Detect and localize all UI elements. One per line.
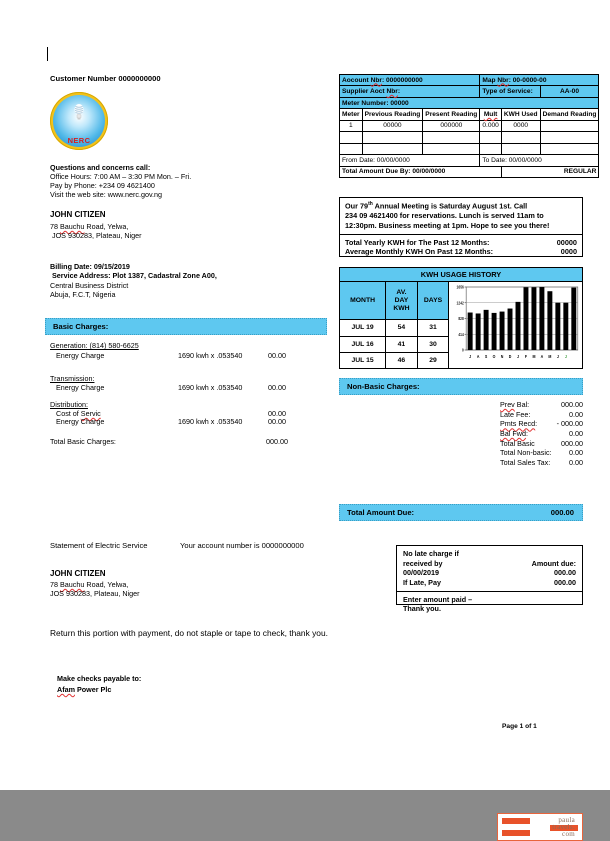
prev-sq: Prev [500,400,515,409]
nerc-logo [50,92,108,150]
type-of-service-value: AA-00 [540,86,599,97]
map-val: : 00-0000-00 [508,76,547,84]
st-addr-sq: Bauchu [60,580,85,589]
col-demand-reading: Demand Reading [540,109,599,120]
non-basic-row [500,400,583,410]
customer-name: JOHN CITIZEN [50,210,106,219]
non-basic-row [500,410,583,420]
enter-amount-paid: Enter amount paid – [403,594,473,604]
prev-bal-label [500,400,529,410]
cell-empty [501,132,540,143]
sup-lbl: Supplier Aoct [342,88,385,96]
map-sq: Nbr [497,76,509,84]
supplier-acct-cell [340,86,480,97]
addr-pre: 78 [50,222,60,231]
logo-bar-bottom-left [502,830,530,836]
cost-of-service-amount: 00.00 [268,409,286,418]
table-row [340,120,599,131]
bal-lbl: : [525,428,528,438]
late-fee-value: 0.00 [569,409,583,419]
transmission-label: Transmission: [50,374,95,383]
usage-chart-svg [449,282,582,368]
total-amount-due-value: 000.00 [550,508,574,517]
billing-date: Billing Date: 09/15/2019 [50,262,130,271]
non-basic-row [500,458,583,468]
svg-text:M: M [532,353,536,360]
hdr-day: DAY [394,296,409,304]
bar [484,310,489,350]
cell-empty [501,143,540,154]
amount-due-label: Amount due: [531,558,576,568]
total-basic-value: 000.00 [561,438,583,448]
pmts-recd-label [500,419,537,429]
bar [556,303,561,350]
if-late-pay-value: 000.00 [554,577,576,587]
kwh-month: JUL 19 [340,320,386,336]
from-date: From Date: 00/00/0000 [340,155,480,166]
service-address-2: Central Business District [50,281,129,290]
transmission-energy-amount: 00.00 [268,383,286,392]
to-date: To Date: 00/00/0000 [480,155,599,166]
pmts-recd-value: - 000.00 [556,419,583,429]
notice-line-3: 12:30pm. Business meeting at 1pm. Hope to see you there! [345,220,550,230]
payment-stub [396,545,583,614]
addr-post: Road, Yelwa, [84,222,129,231]
basic-charges-header: Basic Charges: [45,318,327,335]
bal-fwd-value: 0.00 [569,428,583,438]
prev-lbl: Bal: [514,400,530,409]
logo-bar-top-left [502,818,530,824]
generation-label: Generation: (814) 580-6625 [50,341,139,350]
total-due-by: Total Amount Due By: 00/00/0000 [340,166,502,178]
hdr-av: AV. [396,288,407,296]
cell-mult: 0.000 [480,120,502,131]
cell-meter: 1 [340,120,363,131]
pmts-sq: Pmts Recd [500,419,536,429]
sup-sq: Nbr [386,88,398,96]
cos-pre: Cost of [56,409,81,418]
table-row [340,143,599,154]
kwh-col-av-day-kwh [386,282,418,320]
total-basic-label: Total Basic [500,438,535,448]
avg-monthly-kwh-label: Average Monthly KWH On Past 12 Months: [345,247,494,257]
non-basic-row [500,419,583,429]
prev-bal-value: 000.00 [561,400,583,409]
usage-bar-chart [449,282,583,369]
cell-empty [480,132,502,143]
website-line: Visit the web site: www.nerc.gov.ng [50,190,162,199]
bar [532,287,537,350]
stub-date: 00/00/2019 [403,568,439,578]
distribution-energy-charge-label: Energy Charge [56,417,105,426]
cell-empty [423,143,480,154]
bar [468,313,473,350]
kwh-days: 30 [417,336,449,352]
acct-lbl: Aocount [342,76,369,84]
logo-text-2: travels. [552,823,575,831]
notice-line-1 [345,201,578,211]
st-addr-post: Road, Yelwa, [84,580,129,589]
non-basic-charges-header: Non-Basic Charges: [339,378,583,395]
late-fee-label: Late Fee: [500,409,531,419]
non-basic-row [500,439,583,449]
cell-present: 000000 [423,120,480,131]
statement-title: Statement of Electric Service [50,541,148,550]
cell-empty [362,132,423,143]
kwh-month: JUL 15 [340,352,386,368]
meter-number-cell: Meter Number: 00000 [340,97,599,108]
distribution-energy-amount: 00.00 [268,417,286,426]
cos-misspelled: Servic [80,409,101,418]
addr-misspelled: Bauchu [60,222,85,231]
svg-text:N: N [501,353,504,360]
service-address-3: Abuja, F.C.T, Nigeria [50,290,116,299]
svg-text:828: 828 [458,316,465,322]
st-addr-pre: 78 [50,580,60,589]
statement-address-2: JOS 930283, Plateau, Niger [50,589,140,598]
office-hours: Office Hours: 7:00 AM – 3:30 PM Mon. – Fri. [50,172,192,181]
type-of-service-label: Type of Service: [480,86,540,97]
map-nbr-cell [480,75,599,86]
kwh-avday: 41 [386,336,418,352]
logo-text-3: com [562,830,575,838]
svg-text:J: J [469,353,472,360]
svg-text:414: 414 [458,332,465,337]
kwh-month: JUL 16 [340,336,386,352]
bar [548,291,553,350]
cell-empty [480,143,502,154]
svg-text:M: M [548,353,552,360]
cell-demand [540,120,599,131]
col-mult [480,109,502,120]
no-late-charge-line2: received by [403,558,443,568]
bar [500,312,505,350]
bar [564,303,569,350]
total-yearly-kwh-label: Total Yearly KWH for The Past 12 Months: [345,237,490,247]
light-bulb-icon [73,103,86,120]
bar [524,287,529,350]
kwh-history-title: KWH USAGE HISTORY [339,267,583,281]
statement-account-line: Your account number is 0000000000 [180,541,304,550]
map-lbl: Map [482,76,496,84]
acct-val: : 0000000000 [381,76,423,84]
bar [492,313,497,350]
svg-text:1656: 1656 [456,285,465,290]
statement-name: JOHN CITIZEN [50,569,106,578]
service-address: Service Address: Plot 1387, Cadastral Zone A00, [52,271,217,280]
kwh-days: 31 [417,320,449,336]
cell-empty [423,132,480,143]
annual-meeting-notice [339,197,583,257]
bar [540,287,545,350]
pmts-lbl: : [535,419,538,429]
total-nonbasic-value: 0.00 [569,448,583,458]
customer-number: Customer Number 0000000000 [50,74,161,83]
return-portion-notice: Return this portion with payment, do not staple or tape to check, thank you. [50,628,328,638]
non-basic-charges-list [500,400,583,467]
kwh-avday: 54 [386,320,418,336]
page-number: Page 1 of 1 [502,723,537,730]
svg-text:S: S [485,353,488,360]
kwh-avday: 46 [386,352,418,368]
svg-text:1242: 1242 [456,301,465,306]
thank-you: Thank you. [403,604,441,614]
total-nonbasic-label: Total Non-basic: [500,448,552,458]
svg-text:J: J [565,353,568,360]
table-row [340,132,599,143]
acct-sq: Nbr [370,76,382,84]
cell-empty [540,132,599,143]
logo-text-1: paula [558,816,575,824]
distribution-energy-detail: 1690 kwh x .053540 [178,417,243,426]
total-basic-charges-label: Total Basic Charges: [50,437,116,446]
mult-sq: Mult [483,111,498,119]
svg-text:F: F [525,353,528,360]
pay-by-phone: Pay by Phone: +234 09 4621400 [50,181,155,190]
non-basic-row [500,448,583,458]
svg-text:0: 0 [462,348,465,353]
total-sales-tax-value: 0.00 [569,457,583,467]
col-present-reading: Present Reading [423,109,480,120]
bar [508,309,513,350]
payee-rest: Power Plc [74,685,112,694]
col-kwh-used: KWH Used [501,109,540,120]
rate-class-regular: REGULAR [501,166,599,178]
svg-text:A: A [540,353,544,360]
total-basic-charges-amount: 000.00 [266,437,288,446]
cell-empty [340,132,363,143]
if-late-pay-label: If Late, Pay [403,577,441,587]
cell-empty [540,143,599,154]
transmission-energy-charge-label: Energy Charge [56,383,105,392]
total-sales-tax-label: Total Sales Tax: [500,457,551,467]
bar [516,302,521,350]
sup-val: : [397,88,401,96]
transmission-energy-detail: 1690 kwh x .053540 [178,383,243,392]
bal-fwd-label [500,429,528,439]
payee-sq: Afam [57,685,75,694]
total-amount-due-bar [339,504,583,521]
kwh-col-days: DAYS [417,282,449,320]
generation-energy-detail: 1690 kwh x .053540 [178,351,243,360]
notice-ordinal: th [368,201,373,207]
cell-empty [362,143,423,154]
total-amount-due-label: Total Amount Due: [347,508,415,517]
svg-text:A: A [477,353,480,360]
hdr-kwh: KWH [393,304,410,312]
bar [572,288,577,350]
cell-kwh: 0000 [501,120,540,131]
paula-travels-logo [497,813,583,841]
svg-text:J: J [517,353,520,360]
col-meter: Meter [340,109,363,120]
payee-name [57,685,111,695]
bar [476,313,481,350]
text-caret [47,47,48,61]
cell-empty [340,143,363,154]
notice-1b: Annual Meeting is Saturday August 1st. Call [372,201,528,211]
account-nbr-cell [340,75,480,86]
contact-heading: Questions and concerns call: [50,163,151,172]
nerc-acronym: NERC [67,136,91,145]
account-info-table [339,74,597,178]
cell-previous: 00000 [362,120,423,131]
avg-monthly-kwh-value: 0000 [560,247,577,257]
col-previous-reading: Previous Reading [362,109,423,120]
notice-line-2: 234 09 4621400 for reservations. Lunch is served 11am to [345,211,544,221]
svg-text:D: D [509,353,512,360]
total-yearly-kwh-value: 00000 [556,237,577,247]
amount-due-value: 000.00 [554,568,576,578]
kwh-usage-history [339,267,583,369]
bal-sq: Bal Fwd [500,428,526,438]
no-late-charge-line1: No late charge if [403,549,459,558]
generation-energy-charge-label: Energy Charge [56,351,105,360]
svg-text:O: O [492,353,496,360]
svg-text:J: J [557,353,560,360]
make-checks-payable-label: Make checks payable to: [57,674,142,683]
kwh-col-month: MONTH [340,282,386,320]
non-basic-row [500,429,583,439]
customer-address-2: JOS 930283, Plateau, Niger [52,231,142,240]
notice-1a: Our 79 [345,201,369,211]
generation-energy-amount: 00.00 [268,351,286,360]
kwh-days: 29 [417,352,449,368]
distribution-label: Distribution: [50,400,88,409]
